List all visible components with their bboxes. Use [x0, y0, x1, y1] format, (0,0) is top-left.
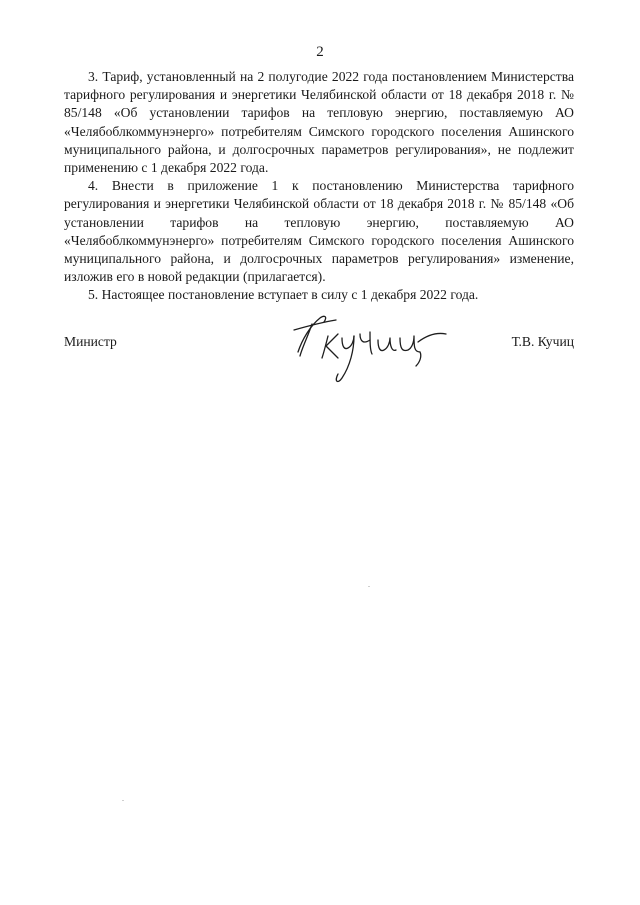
paragraph-item-5: 5. Настоящее постановление вступает в силу с 1 декабря 2022 года. — [88, 287, 479, 303]
scan-speck — [368, 586, 370, 587]
page-number: 2 — [316, 44, 324, 60]
paragraph-item-4: 4. Внести в приложение 1 к постановлению Министерства тарифного регулирования и энергетики Челябинской области от 18 декабря 2018 г. № 85/148 «Об установлении тарифов на тепловую энергию, поставляемую АО «Челябоблкоммунэнерго» потребителям Симского городского поселения Ашинского муниципального района, и долгосрочных параметров регулирования» изменение, изложив его в новой редакции (прилагается). — [64, 178, 574, 285]
signer-position: Министр — [64, 334, 117, 349]
signer-name: Т.В. Кучиц — [511, 334, 574, 349]
document-body — [64, 68, 574, 305]
scan-speck — [122, 800, 124, 801]
signature-block — [64, 312, 574, 392]
paragraph-item-3: 3. Тариф, установленный на 2 полугодие 2022 года постановлением Министерства тарифного регулирования и энергетики Челябинской области от 18 декабря 2018 г. № 85/148 «Об установлении тарифов на тепловую энергию, поставляемую АО «Челябоблкоммунэнерго» потребителям Симского городского поселения Ашинского муниципального района, и долгосрочных параметров регулирования», не подлежит применению с 1 декабря 2022 года. — [64, 69, 574, 176]
handwritten-signature-image — [290, 312, 450, 386]
